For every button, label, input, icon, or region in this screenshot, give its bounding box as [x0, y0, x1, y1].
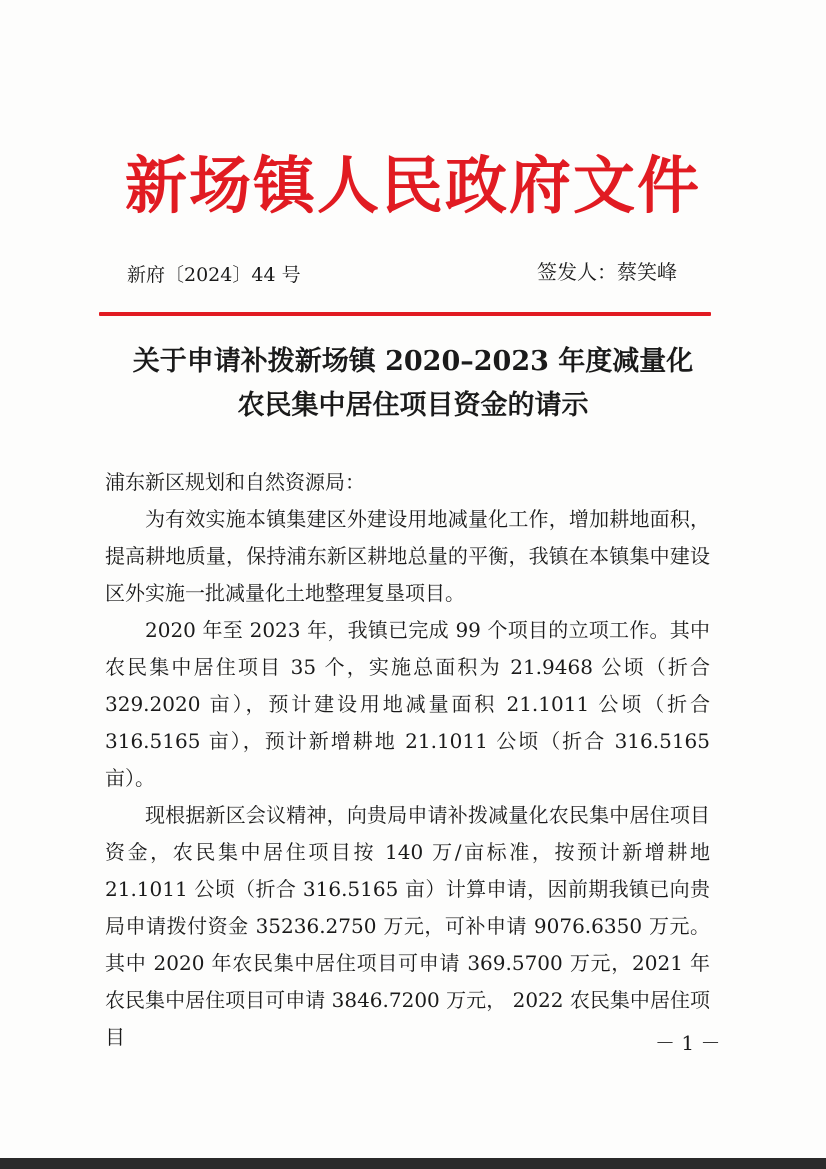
subject-line-1: 关于申请补拨新场镇 2020–2023 年度减量化: [132, 346, 694, 377]
paragraph-1: 为有效实施本镇集建区外建设用地减量化工作，增加耕地面积，提高耕地质量，保持浦东新区耕地总量的平衡，我镇在本镇集中建设区外实施一批减量化土地整理复垦项目。: [105, 507, 710, 605]
issuer-header: 新场镇人民政府文件: [124, 149, 701, 222]
document-number: 新府〔2024〕44 号: [127, 264, 301, 286]
paragraph-3: 现根据新区会议精神，向贵局申请补拨减量化农民集中居住项目资金，农民集中居住项目按 140 万/亩标准，按预计新增耕地 21.1011 公顷（折合 316.5165 亩）计算申请，因前期我镇已向贵局申请拨付资金 35236.2750 万元，可补申请 9076.6350 万元。其中 2020 年农民集中居住项目可申请 369.5700 万元，2021 年农民集中居住项目可申请 3846.7200 万元， 2022 农民集中居住项目: [105, 803, 710, 1049]
paragraph-2: 2020 年至 2023 年，我镇已完成 99 个项目的立项工作。其中农民集中居住项目 35 个，实施总面积为 21.9468 公顷（折合 329.2020 亩），预计建设用地减量面积 21.1011 公顷（折合 316.5165 亩），预计新增耕地 21.1011 公顷（折合 316.5165 亩）。: [105, 618, 710, 790]
scan-bottom-edge: [0, 1158, 826, 1169]
salutation: 浦东新区规划和自然资源局：: [105, 470, 365, 494]
red-divider-line: [99, 312, 711, 316]
document-subject: [60, 340, 766, 428]
document-body: [105, 464, 710, 1056]
signer: 签发人：蔡笑峰: [537, 260, 677, 284]
page-number: － 1 －: [655, 1031, 721, 1055]
subject-line-2: 农民集中居住项目资金的请示: [237, 390, 589, 421]
